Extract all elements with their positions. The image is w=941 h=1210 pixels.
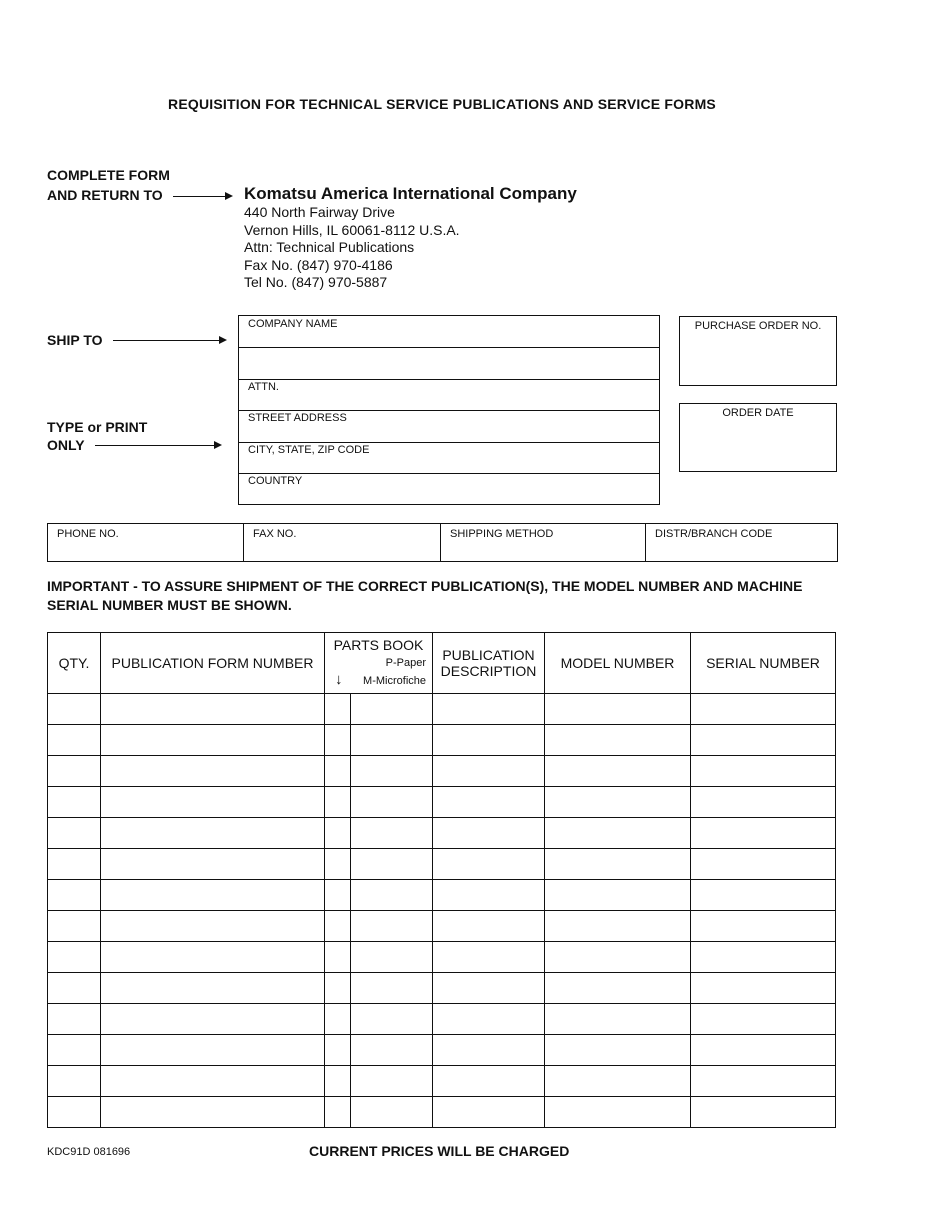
table-row <box>48 942 836 973</box>
street-address-label: STREET ADDRESS <box>248 412 347 424</box>
model-cell[interactable] <box>545 911 691 942</box>
description-cell[interactable] <box>433 818 545 849</box>
serial-cell[interactable] <box>691 725 836 756</box>
form-number-cell[interactable] <box>101 1097 325 1128</box>
form-number-header: PUBLICATION FORM NUMBER <box>101 633 325 694</box>
serial-cell[interactable] <box>691 756 836 787</box>
parts-book-cell[interactable] <box>351 1066 433 1097</box>
city-state-zip-label: CITY, STATE, ZIP CODE <box>248 444 370 456</box>
description-cell[interactable] <box>433 787 545 818</box>
divider <box>239 442 659 443</box>
parts-book-paper: P-Paper <box>385 657 426 669</box>
type-or-print-label: TYPE or PRINT <box>47 419 148 435</box>
divider <box>645 524 646 561</box>
form-number-cell[interactable] <box>101 787 325 818</box>
address-line: 440 North Fairway Drive <box>244 204 395 220</box>
qty-cell[interactable] <box>48 1066 101 1097</box>
address-line: Vernon Hills, IL 60061-8112 U.S.A. <box>244 221 460 238</box>
company-name-label: COMPANY NAME <box>248 318 338 330</box>
parts-book-code-cell[interactable] <box>325 725 351 756</box>
parts-book-cell[interactable] <box>351 942 433 973</box>
serial-cell[interactable] <box>691 973 836 1004</box>
publications-table <box>47 632 836 1128</box>
table-row <box>48 880 836 911</box>
description-cell[interactable] <box>433 756 545 787</box>
form-number-cell[interactable] <box>101 911 325 942</box>
description-cell[interactable] <box>433 1097 545 1128</box>
parts-book-cell[interactable] <box>351 694 433 725</box>
qty-cell[interactable] <box>48 818 101 849</box>
model-cell[interactable] <box>545 694 691 725</box>
serial-cell[interactable] <box>691 1004 836 1035</box>
qty-cell[interactable] <box>48 942 101 973</box>
description-header-line: DESCRIPTION <box>440 663 537 679</box>
model-cell[interactable] <box>545 942 691 973</box>
important-notice <box>47 577 802 615</box>
fax-label: FAX NO. <box>253 528 297 540</box>
parts-book-cell[interactable] <box>351 818 433 849</box>
table-body <box>48 694 836 1128</box>
parts-book-code-cell[interactable] <box>325 1066 351 1097</box>
description-cell[interactable] <box>433 725 545 756</box>
table-row <box>48 849 836 880</box>
parts-book-code-cell[interactable] <box>325 694 351 725</box>
parts-book-cell[interactable] <box>351 849 433 880</box>
return-to-label: AND RETURN TO <box>47 187 163 203</box>
parts-book-code-cell[interactable] <box>325 849 351 880</box>
description-header-line: PUBLICATION <box>442 647 535 663</box>
company-name: Komatsu America International Company <box>244 184 577 203</box>
divider <box>243 524 244 561</box>
qty-cell[interactable] <box>48 1035 101 1066</box>
divider <box>440 524 441 561</box>
parts-book-cell[interactable] <box>351 973 433 1004</box>
parts-book-header <box>325 633 433 694</box>
model-cell[interactable] <box>545 1066 691 1097</box>
qty-cell[interactable] <box>48 1097 101 1128</box>
attn-label: ATTN. <box>248 381 279 393</box>
model-cell[interactable] <box>545 849 691 880</box>
table-row <box>48 694 836 725</box>
distr-branch-code-label: DISTR/BRANCH CODE <box>655 528 773 540</box>
qty-cell[interactable] <box>48 756 101 787</box>
parts-book-code-cell[interactable] <box>325 787 351 818</box>
prices-note: CURRENT PRICES WILL BE CHARGED <box>309 1143 570 1159</box>
serial-cell[interactable] <box>691 787 836 818</box>
divider <box>239 410 659 411</box>
parts-book-code-cell[interactable] <box>325 911 351 942</box>
parts-book-microfiche: M-Microfiche <box>363 675 426 687</box>
form-number-cell[interactable] <box>101 1035 325 1066</box>
purchase-order-label: PURCHASE ORDER NO. <box>694 320 822 332</box>
divider <box>239 473 659 474</box>
serial-header: SERIAL NUMBER <box>691 633 836 694</box>
description-cell[interactable] <box>433 1004 545 1035</box>
form-title: REQUISITION FOR TECHNICAL SERVICE PUBLICATIONS AND SERVICE FORMS <box>168 96 716 112</box>
form-number-cell[interactable] <box>101 942 325 973</box>
parts-book-code-cell[interactable] <box>325 942 351 973</box>
ship-to-label: SHIP TO <box>47 332 103 348</box>
tel-line: Tel No. (847) 970-5887 <box>244 274 388 290</box>
company-address <box>244 204 460 292</box>
form-number-cell[interactable] <box>101 1066 325 1097</box>
serial-cell[interactable] <box>691 849 836 880</box>
table-row <box>48 1097 836 1128</box>
qty-cell[interactable] <box>48 787 101 818</box>
parts-book-code-cell[interactable] <box>325 1097 351 1128</box>
type-arrow-icon <box>95 445 220 446</box>
type-only-label: ONLY <box>47 437 85 453</box>
description-header <box>433 633 545 694</box>
form-number-cell[interactable] <box>101 756 325 787</box>
description-cell[interactable] <box>433 1035 545 1066</box>
order-date-box <box>679 403 837 472</box>
table-row <box>48 1004 836 1035</box>
serial-cell[interactable] <box>691 911 836 942</box>
return-arrow-icon <box>173 196 231 197</box>
description-cell[interactable] <box>433 849 545 880</box>
parts-book-code-cell[interactable] <box>325 1035 351 1066</box>
table-header-row <box>48 633 836 694</box>
purchase-order-box <box>679 316 837 386</box>
form-number-cell[interactable] <box>101 849 325 880</box>
form-number-cell[interactable] <box>101 694 325 725</box>
parts-book-cell[interactable] <box>351 756 433 787</box>
model-header: MODEL NUMBER <box>545 633 691 694</box>
qty-cell[interactable] <box>48 694 101 725</box>
model-cell[interactable] <box>545 973 691 1004</box>
table-row <box>48 818 836 849</box>
description-cell[interactable] <box>433 694 545 725</box>
parts-book-cell[interactable] <box>351 787 433 818</box>
table-row <box>48 1035 836 1066</box>
serial-cell[interactable] <box>691 694 836 725</box>
ship-to-box <box>238 315 660 505</box>
serial-cell[interactable] <box>691 1066 836 1097</box>
country-label: COUNTRY <box>248 475 303 487</box>
table-row <box>48 725 836 756</box>
model-cell[interactable] <box>545 756 691 787</box>
complete-form-label: COMPLETE FORM <box>47 167 170 183</box>
important-line: IMPORTANT - TO ASSURE SHIPMENT OF THE CORRECT PUBLICATION(S), THE MODEL NUMBER AND MACHINE <box>47 578 803 594</box>
qty-cell[interactable] <box>48 911 101 942</box>
table-row <box>48 756 836 787</box>
address-line: Attn: Technical Publications <box>244 239 415 255</box>
qty-cell[interactable] <box>48 849 101 880</box>
description-cell[interactable] <box>433 880 545 911</box>
parts-book-code-cell[interactable] <box>325 973 351 1004</box>
model-cell[interactable] <box>545 818 691 849</box>
serial-cell[interactable] <box>691 818 836 849</box>
form-number-cell[interactable] <box>101 1004 325 1035</box>
parts-book-cell[interactable] <box>351 725 433 756</box>
table-row <box>48 1066 836 1097</box>
parts-book-cell[interactable] <box>351 1035 433 1066</box>
model-cell[interactable] <box>545 725 691 756</box>
order-date-label: ORDER DATE <box>722 407 794 419</box>
model-cell[interactable] <box>545 1035 691 1066</box>
form-code: KDC91D 081696 <box>47 1146 131 1158</box>
model-cell[interactable] <box>545 1004 691 1035</box>
shipping-method-label: SHIPPING METHOD <box>450 528 554 540</box>
serial-cell[interactable] <box>691 942 836 973</box>
parts-book-code-cell[interactable] <box>325 880 351 911</box>
divider <box>239 379 659 380</box>
ship-to-arrow-icon <box>113 340 225 341</box>
qty-cell[interactable] <box>48 880 101 911</box>
serial-cell[interactable] <box>691 1035 836 1066</box>
form-number-cell[interactable] <box>101 973 325 1004</box>
table-row <box>48 911 836 942</box>
parts-book-code-cell[interactable] <box>325 818 351 849</box>
qty-cell[interactable] <box>48 1004 101 1035</box>
parts-book-cell[interactable] <box>351 1004 433 1035</box>
parts-book-cell[interactable] <box>351 911 433 942</box>
parts-book-code-cell[interactable] <box>325 1004 351 1035</box>
table-row <box>48 787 836 818</box>
parts-book-title: PARTS BOOK <box>333 637 424 653</box>
model-cell[interactable] <box>545 787 691 818</box>
form-number-cell[interactable] <box>101 725 325 756</box>
description-cell[interactable] <box>433 1066 545 1097</box>
model-cell[interactable] <box>545 880 691 911</box>
serial-cell[interactable] <box>691 1097 836 1128</box>
important-line: SERIAL NUMBER MUST BE SHOWN. <box>47 597 292 613</box>
qty-cell[interactable] <box>48 725 101 756</box>
phone-label: PHONE NO. <box>57 528 119 540</box>
description-cell[interactable] <box>433 973 545 1004</box>
divider <box>239 347 659 348</box>
form-number-cell[interactable] <box>101 880 325 911</box>
model-cell[interactable] <box>545 1097 691 1128</box>
description-cell[interactable] <box>433 911 545 942</box>
serial-cell[interactable] <box>691 880 836 911</box>
parts-book-code-cell[interactable] <box>325 756 351 787</box>
qty-cell[interactable] <box>48 973 101 1004</box>
description-cell[interactable] <box>433 942 545 973</box>
table-row <box>48 973 836 1004</box>
parts-book-cell[interactable] <box>351 880 433 911</box>
contact-row <box>47 523 838 562</box>
fax-line: Fax No. (847) 970-4186 <box>244 256 393 273</box>
down-arrow-icon: ↓ <box>335 671 343 688</box>
parts-book-cell[interactable] <box>351 1097 433 1128</box>
qty-header: QTY. <box>48 633 101 694</box>
form-number-cell[interactable] <box>101 818 325 849</box>
